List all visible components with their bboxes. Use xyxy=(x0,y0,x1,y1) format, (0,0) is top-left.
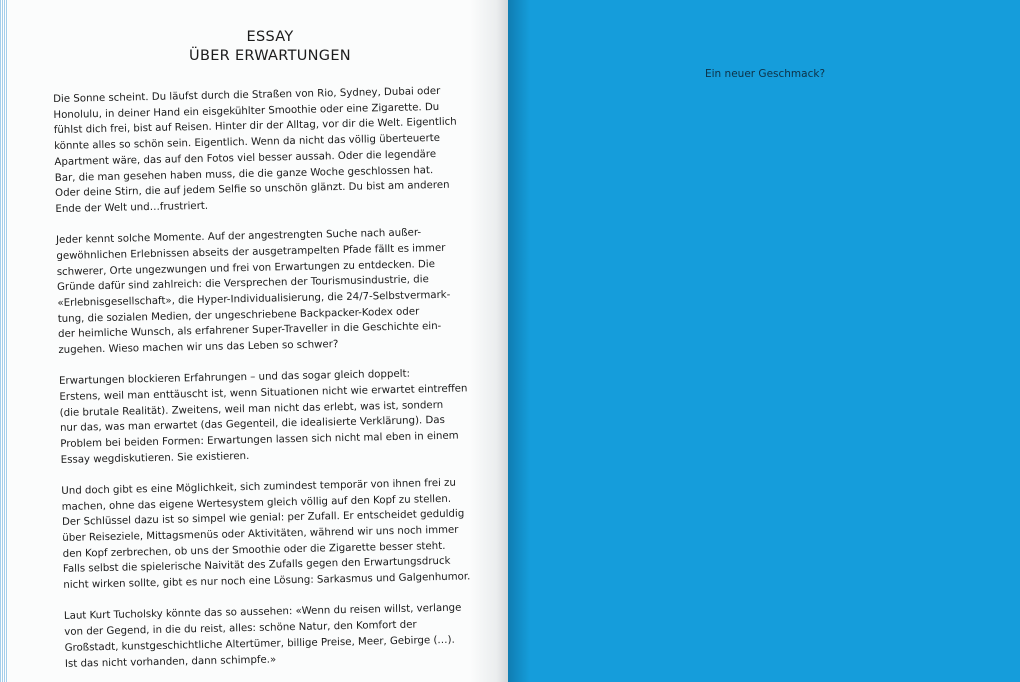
text-line: Jeder kennt solche Momente. Auf der angestrengten Suche nach außer- xyxy=(55,227,422,247)
paragraph-5 xyxy=(64,601,475,672)
text-line: Ende der Welt und…frustriert. xyxy=(55,200,209,215)
text-line: Falls selbst die spielerische Naivität des Zufalls gegen den Erwartungsdruck xyxy=(62,556,451,576)
text-line: Erstens, weil man enttäuscht ist, wenn Situationen nicht wie erwartet eintreffen xyxy=(59,383,468,403)
text-line: nur das, was man erwartet (das Gegenteil, die idealisierte Verklärung). Das xyxy=(59,415,445,435)
text-line: Erwartungen blockieren Erfahrungen – und das sogar gleich doppelt: xyxy=(58,368,411,388)
text-line: Bar, die man gesehen haben muss, die die ganze Woche geschlossen hat. xyxy=(54,164,434,184)
text-line: Apartment wäre, das auf den Fotos viel besser aussah. Oder die legendäre xyxy=(54,148,437,168)
text-line: über Reiseziele, Mittagsmenüs oder Aktivitäten, während wir uns noch immer xyxy=(62,524,459,544)
paragraph-1 xyxy=(53,83,466,217)
text-line: Und doch gibt es eine Möglichkeit, sich zumindest temporär von ihnen frei zu xyxy=(61,477,457,497)
text-line: den Kopf zerbrechen, ob uns der Smoothie oder die Zigarette besser steht. xyxy=(62,540,446,560)
text-line: Honolulu, in deiner Hand ein eisgekühlter Smoothie oder eine Zigarette. Du xyxy=(53,101,440,121)
text-line: Ist das nicht vorhanden, dann schimpfe.» xyxy=(64,653,277,670)
text-line: Oder deine Stirn, die auf jedem Selfie so unschön glänzt. Du bist am anderen xyxy=(55,179,450,200)
right-page xyxy=(508,0,1020,682)
essay-title-line-2: ÜBER ERWARTUNGEN xyxy=(189,48,351,64)
text-line: von der Gegend, in die du reist, alles: schöne Natur, den Komfort der xyxy=(64,619,417,638)
text-line: zugehen. Wieso machen wir uns das Leben so schwer? xyxy=(58,339,339,356)
gutter-shadow xyxy=(470,0,508,682)
right-page-caption: Ein neuer Geschmack? xyxy=(705,68,826,80)
text-line: gewöhnlichen Erlebnissen abseits der ausgetrampelten Pfade fällt es immer xyxy=(56,242,446,262)
text-line: fühlst dich frei, bist auf Reisen. Hinter dir der Alltag, vor dir die Welt. Eigentlich xyxy=(53,116,457,137)
paragraph-2 xyxy=(56,225,469,359)
paragraph-3 xyxy=(59,366,471,469)
text-line: Gründe dafür sind zahlreich: die Versprechen der Tourismusindustrie, die xyxy=(56,274,429,294)
text-line: Problem bei beiden Formen: Erwartungen lassen sich nicht mal eben in einem xyxy=(60,430,459,450)
text-line: Großstadt, kunstgeschichtliche Altertümer, billige Preise, Meer, Gebirge (…). xyxy=(64,634,455,654)
text-line: tung, die sozialen Medien, der ungeschriebene Backpacker-Kodex oder xyxy=(57,306,420,325)
essay-body xyxy=(53,83,475,682)
page-edge-stack xyxy=(0,0,8,682)
essay-title-line-1: ESSAY xyxy=(246,29,294,45)
text-line: Der Schlüssel dazu ist so simpel wie genial: per Zufall. Er entscheidet geduldig xyxy=(61,508,465,529)
text-line: schwerer, Orte ungezwungen und frei von Erwartungen zu entdecken. Die xyxy=(56,258,436,278)
essay-title xyxy=(140,28,400,66)
paragraph-4 xyxy=(61,475,473,593)
text-line: (die brutale Realität). Zweitens, weil man nicht das erlebt, was ist, sondern xyxy=(59,399,444,419)
text-line: Die Sonne scheint. Du läufst durch die Straßen von Rio, Sydney, Dubai oder xyxy=(53,85,441,105)
text-line: könnte alles so schön sein. Eigentlich. Wenn da nicht das völlig überteuerte xyxy=(54,133,441,153)
text-line: Essay wegdiskutieren. Sie existieren. xyxy=(60,450,250,466)
left-page xyxy=(0,0,508,682)
text-line: machen, ohne das eigene Wertesystem gleich völlig auf den Kopf zu stellen. xyxy=(61,493,452,513)
text-line: Laut Kurt Tucholsky könnte das so aussehen: «Wenn du reisen willst, verlange xyxy=(63,602,462,623)
text-line: nicht wirken sollte, gibt es nur noch eine Lösung: Sarkasmus und Galgenhumor. xyxy=(63,571,471,592)
gutter-shadow-right xyxy=(508,0,530,682)
text-line: «Erlebnisgesellschaft», die Hyper-Individualisierung, die 24/7-Selbstvermark- xyxy=(57,289,451,309)
text-line: der heimliche Wunsch, als erfahrener Super-Traveller in die Geschichte ein- xyxy=(57,321,442,341)
